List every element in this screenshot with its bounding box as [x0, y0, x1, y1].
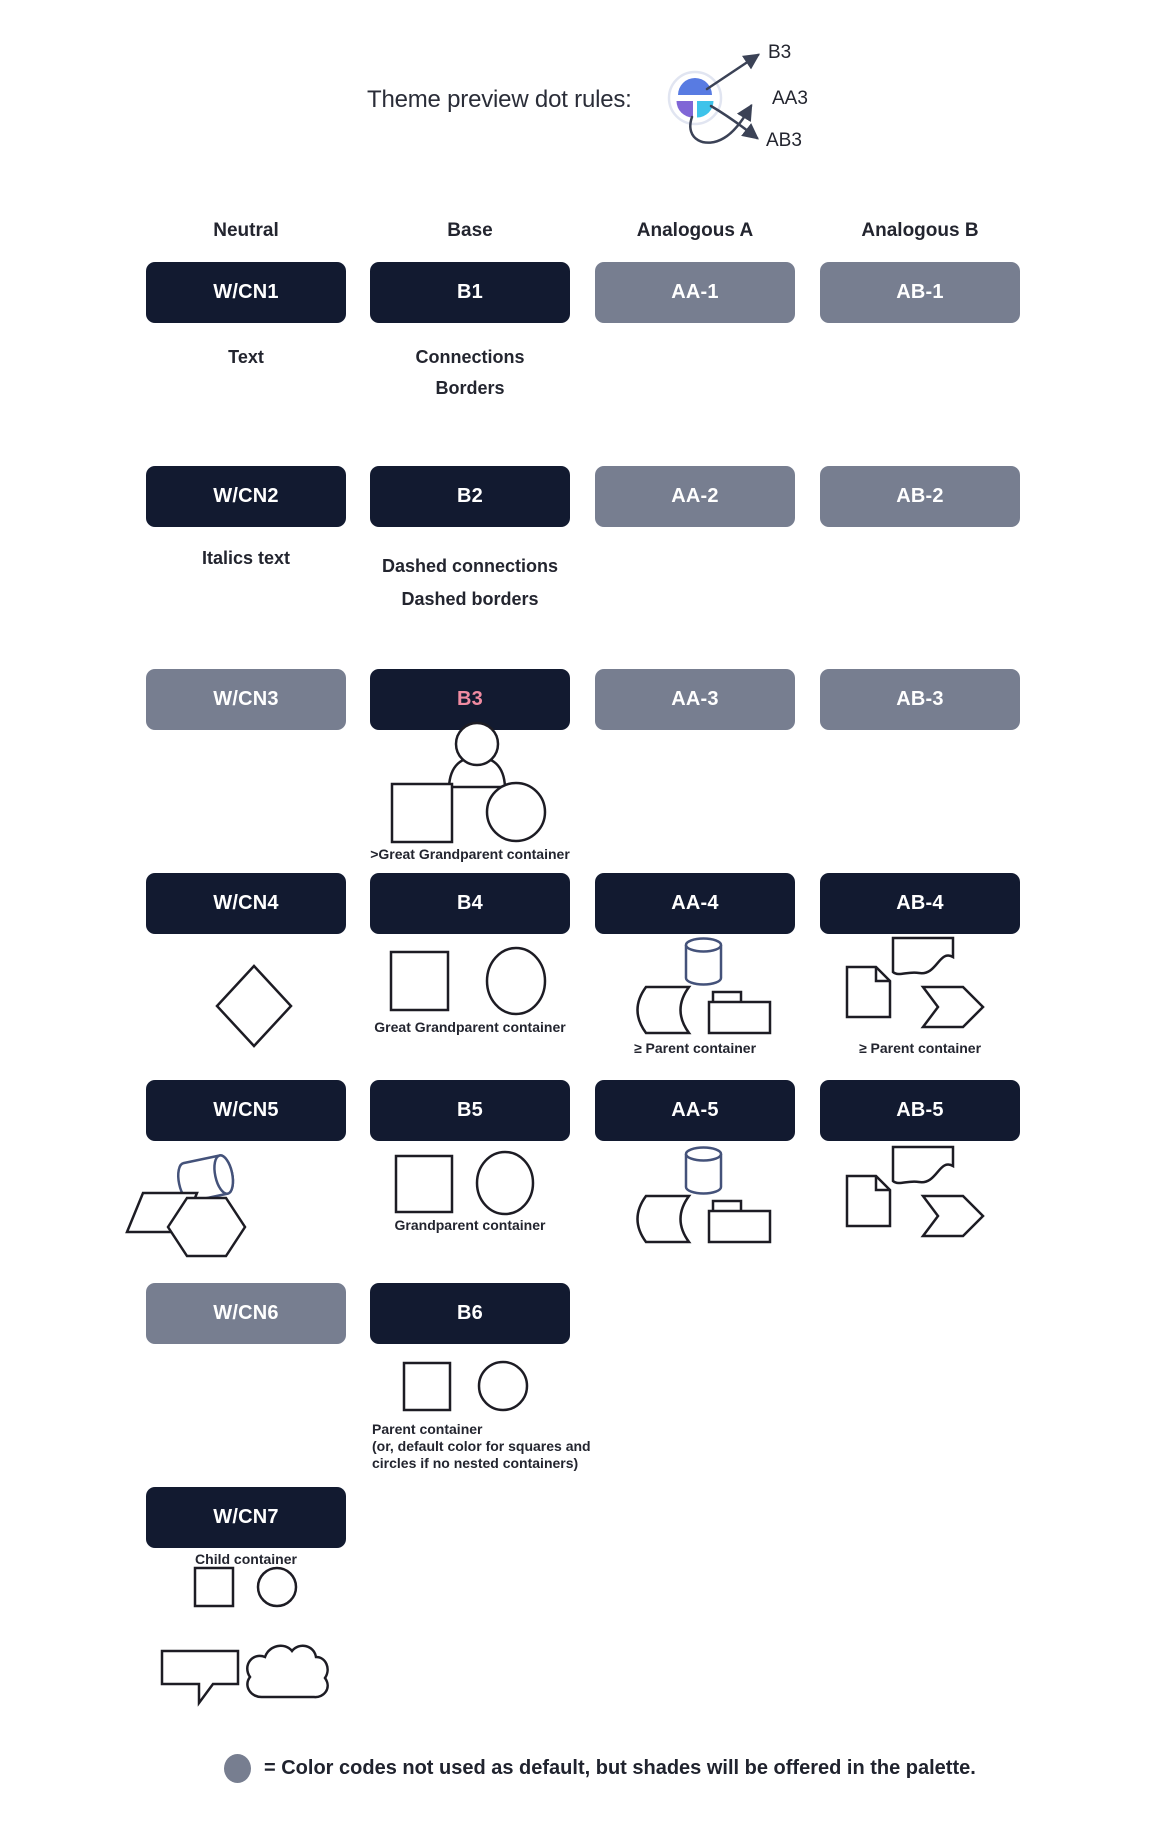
- cloud-shape: [247, 1646, 327, 1697]
- aa5-shape-cluster: [638, 1148, 771, 1243]
- b5-shape-cluster: [396, 1152, 533, 1214]
- swatch-aa5: AA-5: [595, 1080, 795, 1141]
- swatch-aa4: AA-4: [595, 873, 795, 934]
- swatch-wcn1: W/CN1: [146, 262, 346, 323]
- person-shoulders-icon: [449, 757, 505, 787]
- caption-child: Child container: [195, 1551, 297, 1567]
- caption-parent-block: [372, 1421, 610, 1472]
- square-shape: [404, 1363, 450, 1410]
- swatch-wcn7: W/CN7: [146, 1487, 346, 1548]
- parallelogram-shape: [127, 1193, 197, 1232]
- document-shape: [847, 967, 890, 1017]
- slate-dot-icon: [224, 1754, 251, 1783]
- wcn5-shape-cluster: [127, 1154, 245, 1256]
- column-header-neutral: Neutral: [213, 220, 279, 241]
- square-shape: [195, 1568, 233, 1606]
- chevron-shape: [923, 987, 983, 1027]
- swatch-ab4: AB-4: [820, 873, 1020, 934]
- swatch-aa1: AA-1: [595, 262, 795, 323]
- column-header-base: Base: [447, 220, 493, 241]
- circle-shape: [258, 1568, 296, 1606]
- wavy-banner-shape: [893, 938, 953, 974]
- note-text: Text: [228, 347, 264, 367]
- hexagon-shape: [168, 1198, 245, 1256]
- circle-shape: [487, 783, 545, 841]
- swatch-ab3: AB-3: [820, 669, 1020, 730]
- column-header-analogous-b: Analogous B: [861, 220, 979, 241]
- square-shape: [391, 952, 448, 1010]
- dot-label-aa3: AA3: [772, 88, 808, 109]
- arrow-to-b3: [707, 55, 758, 89]
- dot-segment-bottom-left: [677, 101, 694, 118]
- document-fold-line: [876, 967, 890, 981]
- aa4-shape-cluster: [638, 939, 771, 1034]
- circle-shape: [479, 1362, 527, 1410]
- circle-shape: [487, 948, 545, 1014]
- cylinder-icon: [175, 1154, 236, 1203]
- note-connections: Connections: [415, 347, 525, 367]
- square-shape: [396, 1156, 452, 1212]
- swatch-wcn3: W/CN3: [146, 669, 346, 730]
- caption-ge-parent-ab: ≥ Parent container: [858, 1040, 982, 1056]
- dot-label-b3: B3: [768, 42, 792, 63]
- swatch-b5: B5: [370, 1080, 570, 1141]
- arrow-to-ab3: [711, 106, 757, 138]
- circle-shape: [477, 1152, 533, 1214]
- arrow-to-aa3: [690, 106, 751, 143]
- swatch-aa3: AA-3: [595, 669, 795, 730]
- swatch-wcn5: W/CN5: [146, 1080, 346, 1141]
- cylinder-icon: [686, 939, 721, 985]
- theme-preview-dot-icon: [669, 72, 721, 124]
- swatch-ab1: AB-1: [820, 262, 1020, 323]
- dot-segment-top: [678, 78, 712, 95]
- dot-label-ab3: AB3: [766, 130, 802, 151]
- caption-great-grandparent: Great Grandparent container: [374, 1019, 566, 1035]
- swatch-ab5: AB-5: [820, 1080, 1020, 1141]
- swatch-wcn2: W/CN2: [146, 466, 346, 527]
- swatch-ab2: AB-2: [820, 466, 1020, 527]
- page-title: Theme preview dot rules:: [367, 86, 632, 113]
- swatch-b1: B1: [370, 262, 570, 323]
- stored-data-shape: [638, 987, 690, 1033]
- note-dashed-borders: Dashed borders: [401, 589, 539, 609]
- speech-bubble-shape: [162, 1651, 238, 1703]
- note-italics-text: Italics text: [201, 548, 291, 568]
- column-header-analogous-a: Analogous A: [636, 220, 754, 241]
- note-borders: Borders: [435, 378, 505, 398]
- b3-shape-cluster: [392, 723, 545, 842]
- b6-shape-cluster: [404, 1362, 527, 1410]
- caption-great-grandparent-gt: >Great Grandparent container: [370, 846, 570, 862]
- b4-shape-cluster: [391, 948, 545, 1014]
- swatch-b4: B4: [370, 873, 570, 934]
- wcn7-shape-cluster: [162, 1568, 328, 1703]
- caption-parent-sub: (or, default color for squares and circles if no nested containers): [372, 1438, 591, 1471]
- legend-text: = Color codes not used as default, but shades will be offered in the palette.: [264, 1757, 976, 1779]
- swatch-b3: B3: [370, 669, 570, 730]
- swatch-wcn6: W/CN6: [146, 1283, 346, 1344]
- square-shape: [392, 784, 452, 842]
- caption-ge-parent-aa: ≥ Parent container: [633, 1040, 757, 1056]
- dot-segment-bottom-right: [697, 101, 714, 118]
- swatch-wcn4: W/CN4: [146, 873, 346, 934]
- swatch-b6: B6: [370, 1283, 570, 1344]
- folder-shape: [709, 992, 770, 1033]
- ab5-shape-cluster: [847, 1147, 983, 1236]
- note-dashed-connections: Dashed connections: [381, 556, 559, 576]
- swatch-aa2: AA-2: [595, 466, 795, 527]
- diamond-shape: [217, 966, 291, 1046]
- legend: [224, 1754, 976, 1783]
- caption-parent: Parent container: [372, 1421, 483, 1437]
- caption-grandparent: Grandparent container: [394, 1217, 546, 1233]
- swatch-b2: B2: [370, 466, 570, 527]
- ab4-shape-cluster: [847, 938, 983, 1027]
